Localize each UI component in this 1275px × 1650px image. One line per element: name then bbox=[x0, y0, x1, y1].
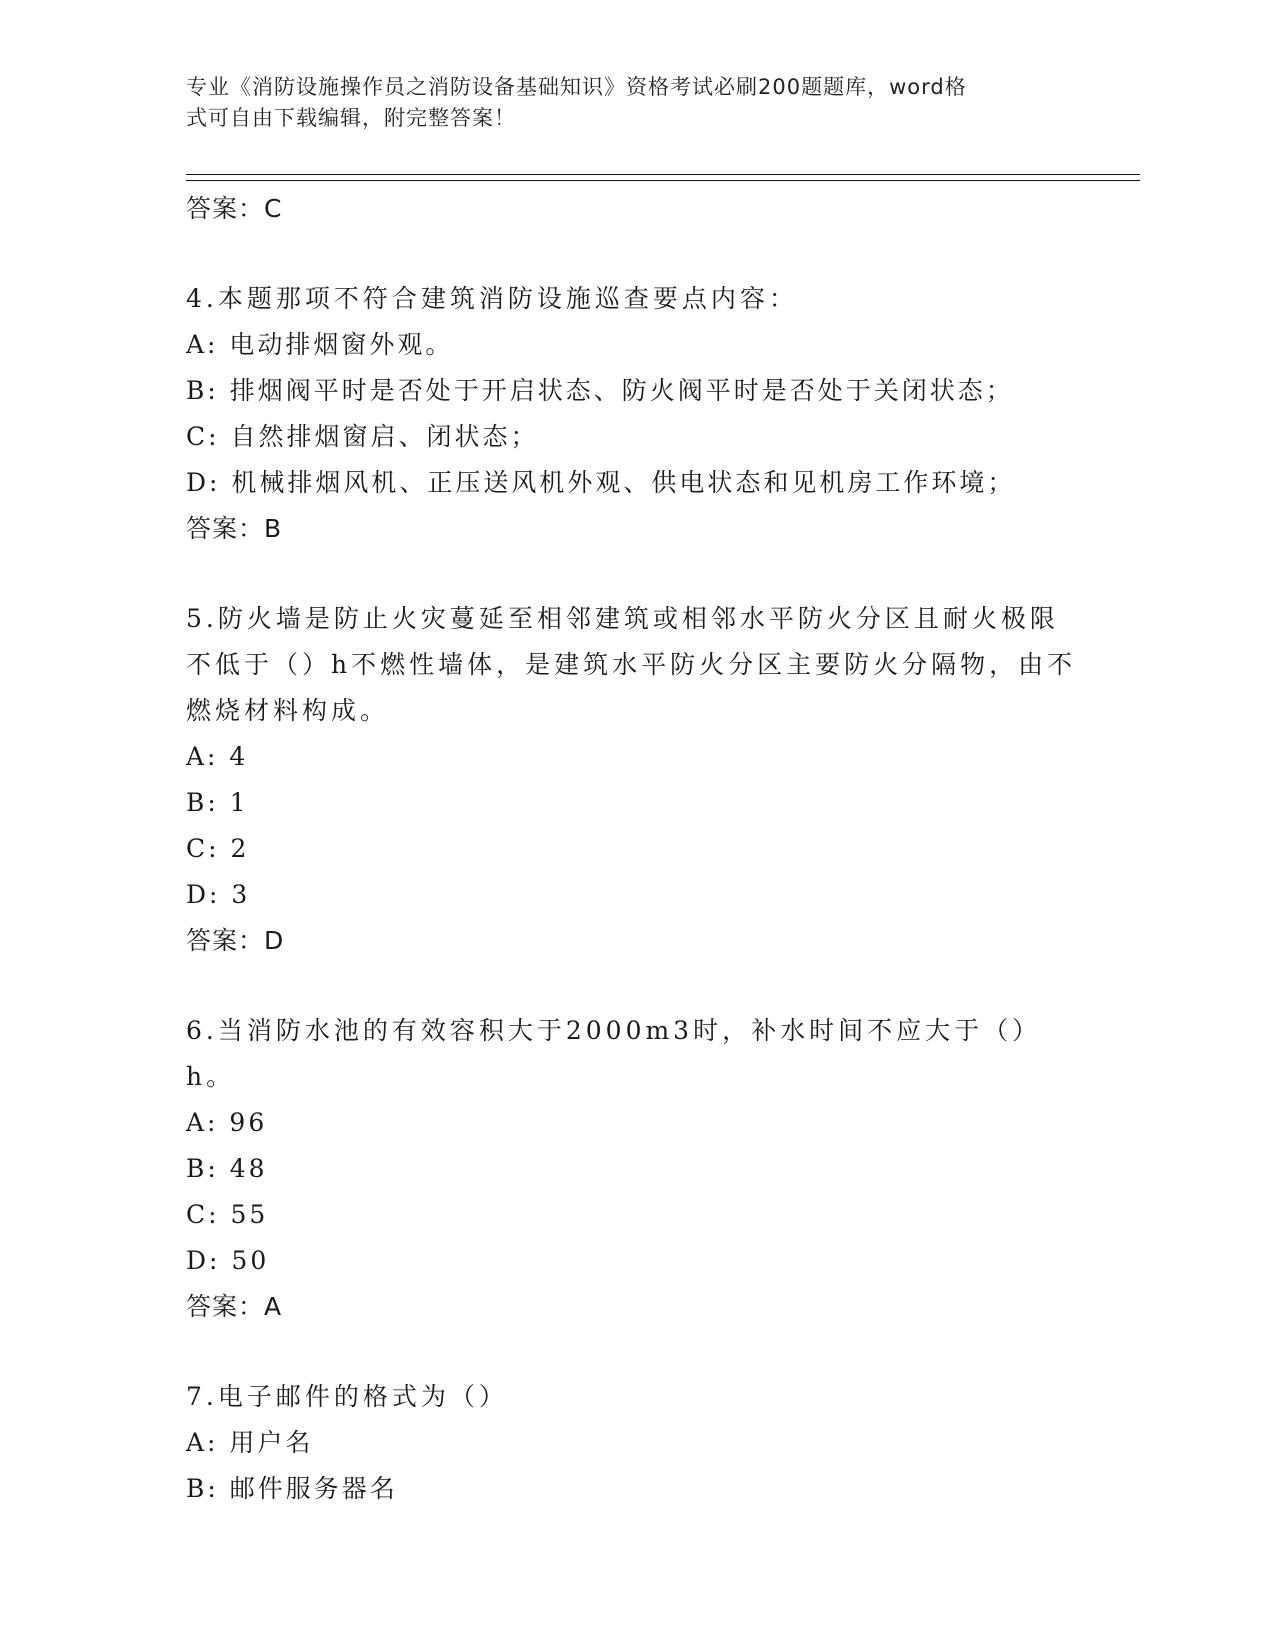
answer: 答案：A bbox=[186, 1292, 283, 1321]
option-d: D: 50 bbox=[186, 1246, 270, 1275]
option-d: D: 3 bbox=[186, 880, 251, 909]
option-d: D: 机械排烟风机、正压送风机外观、供电状态和见机房工作环境； bbox=[186, 468, 1016, 497]
option-b: B: 48 bbox=[186, 1154, 268, 1183]
answer: 答案：B bbox=[186, 514, 283, 543]
header-rule-bottom bbox=[186, 180, 1140, 181]
question-list bbox=[186, 186, 1086, 1512]
question-text-line-1: 5.防火墙是防止火灾蔓延至相邻建筑或相邻水平防火分区且耐火极限 bbox=[186, 604, 1059, 633]
question-text: 6.当消防水池的有效容积大于2000m3时，补水时间不应大于（）h。 bbox=[186, 1016, 1042, 1091]
answer: 答案：D bbox=[186, 926, 285, 955]
question-text: 4.本题那项不符合建筑消防设施巡查要点内容： bbox=[186, 284, 798, 313]
option-a: A: 电动排烟窗外观。 bbox=[186, 330, 454, 359]
previous-answer: 答案：C bbox=[186, 194, 283, 223]
option-a: A: 4 bbox=[186, 742, 249, 771]
page-header bbox=[186, 72, 1086, 134]
question-text-line-2: 不低于（）h不燃性墙体，是建筑水平防火分区主要防火分隔物，由不 bbox=[186, 650, 1077, 679]
question-text-line-3: 燃烧材料构成。 bbox=[186, 696, 390, 725]
option-a: A: 用户名 bbox=[186, 1428, 314, 1457]
option-c: C: 2 bbox=[186, 834, 250, 863]
header-rule-top bbox=[186, 174, 1140, 175]
option-a: A: 96 bbox=[186, 1108, 268, 1137]
question-4 bbox=[186, 276, 1086, 552]
option-b: B: 邮件服务器名 bbox=[186, 1474, 398, 1503]
option-b: B: 1 bbox=[186, 788, 249, 817]
header-title-line-2: 式可自由下载编辑，附完整答案！ bbox=[186, 106, 516, 130]
header-title-line-1: 专业《消防设施操作员之消防设备基础知识》资格考试必刷200题题库，word格 bbox=[186, 75, 967, 99]
option-b: B: 排烟阀平时是否处于开启状态、防火阀平时是否处于关闭状态； bbox=[186, 376, 1014, 405]
question-6 bbox=[186, 1008, 1086, 1330]
option-c: C: 自然排烟窗启、闭状态； bbox=[186, 422, 539, 451]
option-c: C: 55 bbox=[186, 1200, 269, 1229]
question-text: 7.电子邮件的格式为（） bbox=[186, 1382, 508, 1411]
question-7 bbox=[186, 1374, 1086, 1512]
question-5 bbox=[186, 596, 1086, 964]
